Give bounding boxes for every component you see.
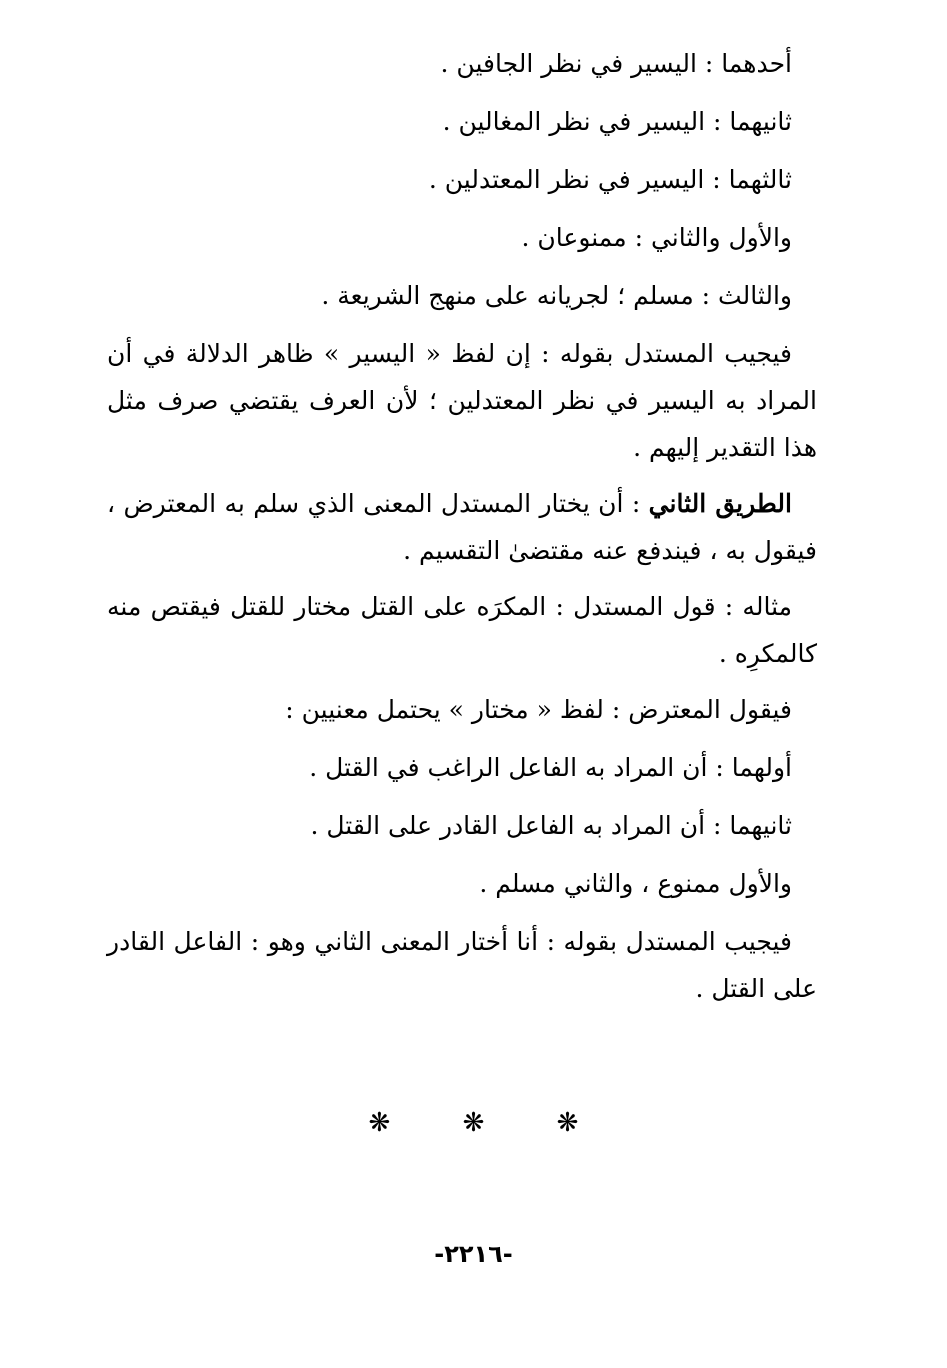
paragraph xyxy=(107,583,817,677)
page-number: -٢٢١٦- xyxy=(434,1240,513,1268)
paragraph xyxy=(107,480,817,574)
text-line: والأول ممنوع ، والثاني مسلم . xyxy=(479,869,792,898)
paragraph-text: فيجيب المستدل بقوله : إن لفظ « اليسير » ظاهر الدلالة في أن المراد به اليسير في نظر المعتدلين ؛ لأن العرف يقتضي صرف مثل هذا التقدير إليهم . xyxy=(107,339,817,462)
paragraph xyxy=(107,918,817,1012)
text-line: والأول والثاني : ممنوعان . xyxy=(521,223,792,252)
text-line: ثانيهما : اليسير في نظر المغالين . xyxy=(442,107,792,136)
text-line: ثانيهما : أن المراد به الفاعل القادر على القتل . xyxy=(310,811,792,840)
paragraph-text: مثاله : قول المستدل : المكرَه على القتل مختار للقتل فيقتص منه كالمكرِه . xyxy=(107,592,817,668)
text-line: فيقول المعترض : لفظ « مختار » يحتمل معنيين : xyxy=(285,695,792,724)
body-text xyxy=(107,40,817,1021)
text-line: والثالث : مسلم ؛ لجريانه على منهج الشريعة . xyxy=(321,281,792,310)
asterism-icon: ❋ xyxy=(368,1108,391,1138)
paragraph-text: فيجيب المستدل بقوله : أنا أختار المعنى الثاني وهو : الفاعل القادر على القتل . xyxy=(107,927,817,1003)
text-line: أحدهما : اليسير في نظر الجافين . xyxy=(440,49,792,78)
section-divider xyxy=(0,1108,947,1138)
paragraph-text: : أن يختار المستدل المعنى الذي سلم به المعترض ، فيقول به ، فيندفع عنه مقتضىٰ التقسيم . xyxy=(107,489,817,565)
text-line: أولهما : أن المراد به الفاعل الراغب في القتل . xyxy=(309,753,792,782)
text-line: ثالثهما : اليسير في نظر المعتدلين . xyxy=(428,165,792,194)
paragraph xyxy=(107,330,817,471)
section-heading: الطريق الثاني xyxy=(648,489,792,518)
asterism-icon: ❋ xyxy=(462,1108,485,1138)
asterism-icon: ❋ xyxy=(556,1108,579,1138)
